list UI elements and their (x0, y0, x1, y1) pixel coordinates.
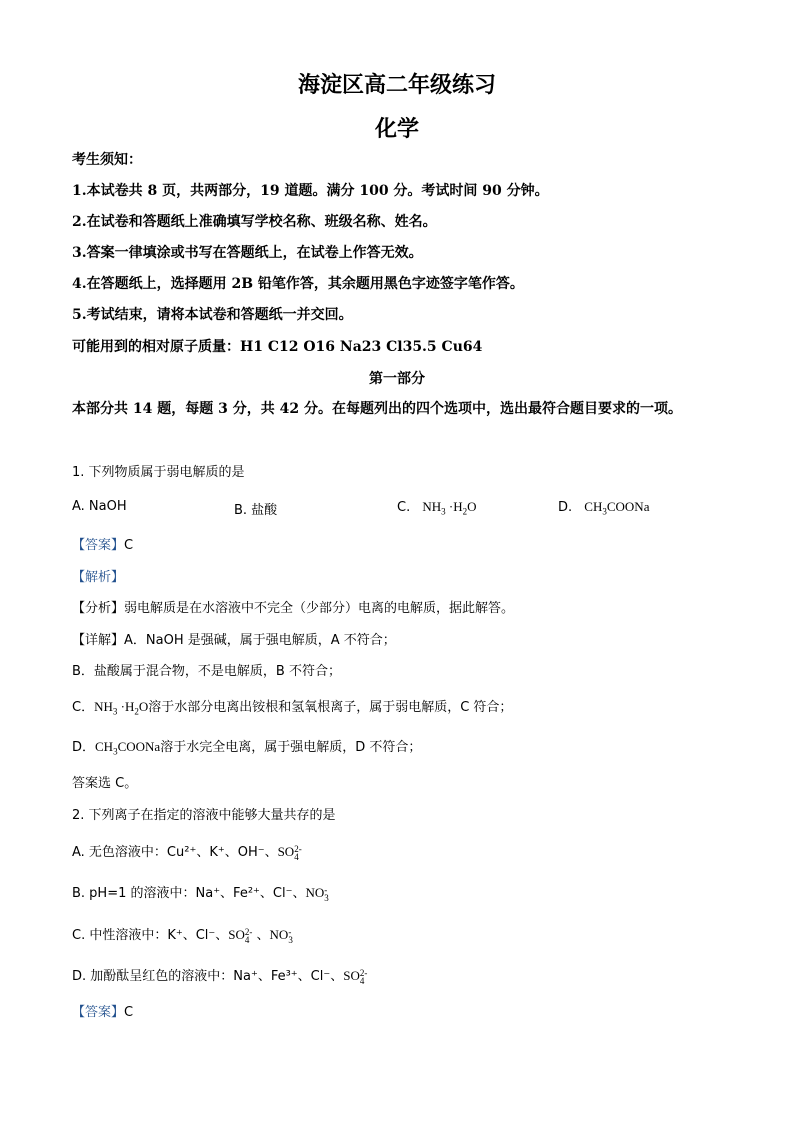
ion-charge: 2- (294, 844, 302, 855)
q1-option-c (397, 499, 477, 517)
q1-option-c-label: C. (397, 500, 411, 515)
formula-part: O (138, 699, 149, 714)
detail-c-label: C． (72, 700, 95, 715)
detail-d-text: 溶于水完全电离，属于强电解质，D 不符合； (160, 740, 422, 755)
notice-item-3: 3.答案一律填涂或书写在答题纸上，在试卷上作答无效。 (72, 245, 423, 261)
answer-tag: 【答案】 (72, 1005, 125, 1020)
fenxi-tag: 【分析】 (72, 601, 125, 616)
q2-a-text: A. 无色溶液中：Cu²⁺、K⁺、OH⁻、 (72, 845, 278, 860)
q1-detail-a (72, 630, 396, 651)
ion-charge: 2- (244, 927, 253, 938)
q1-option-d-label: D. (558, 500, 573, 515)
ion-subscript: 4 (294, 852, 299, 863)
part-title: 第一部分 (369, 371, 425, 387)
separator: 、 (252, 928, 270, 943)
q1-option-d (558, 499, 649, 517)
formula-part: ·H (445, 499, 463, 514)
ion-charge: - (324, 885, 328, 896)
q2-c-ion-1 (228, 927, 253, 946)
atomic-mass-line: 可能用到的相对原子质量：H1 C12 O16 Na23 Cl35.5 Cu64 (72, 339, 483, 355)
detail-tag: 【详解】 (72, 633, 125, 648)
detail-c-text: 溶于水部分电离出铵根和氢氧根离子，属于弱电解质，C 符合； (148, 700, 513, 715)
detail-a-text: A．NaOH 是强碱，属于强电解质，A 不符合； (124, 633, 396, 648)
q2-d-text: D. 加酚酞呈红色的溶液中：Na⁺、Fe³⁺、Cl⁻、 (72, 969, 344, 984)
q1-answer (72, 535, 133, 556)
formula-part: ·H (117, 699, 135, 714)
formula-part: COONa (606, 499, 650, 514)
subject-title: 化学 (374, 116, 419, 142)
notice-item-1: 1.本试卷共 8 页，共两部分，19 道题。满分 100 分。考试时间 90 分钟。 (72, 183, 549, 199)
q2-d-ion (343, 968, 368, 987)
detail-d-label: D． (72, 740, 96, 755)
ion-charge-stack (324, 886, 329, 902)
answer-value: C (124, 538, 134, 553)
analysis-tag: 【解析】 (72, 570, 125, 585)
q2-c-ion-2 (269, 927, 293, 946)
formula-subscript: 3 (441, 506, 446, 517)
formula-subscript: 3 (602, 506, 607, 517)
formula-part: O (467, 499, 477, 514)
ion-symbol: NO (305, 885, 325, 900)
notice-item-5: 5.考试结束，请将本试卷和答题纸一并交回。 (72, 307, 353, 323)
formula-part: NH (422, 499, 442, 514)
notice-item-2: 2.在试卷和答题纸上准确填写学校名称、班级名称、姓名。 (72, 214, 437, 230)
q1-option-c-formula (422, 499, 477, 517)
q1-fenxi (72, 598, 514, 619)
formula-part: CH (584, 499, 603, 514)
page-title: 海淀区高二年级练习 (297, 72, 496, 98)
q2-b-ion (305, 885, 329, 904)
detail-c-formula (94, 699, 149, 717)
formula-subscript: 3 (112, 706, 118, 717)
q2-option-b (72, 883, 329, 904)
formula-part: COONa (117, 739, 161, 754)
question-2-stem: 2. 下列离子在指定的溶液中能够大量共存的是 (72, 808, 336, 823)
formula-part: NH (94, 699, 113, 714)
ion-charge: - (288, 927, 292, 938)
answer-value: C (124, 1005, 134, 1020)
notice-item-4: 4.在答题纸上，选择题用 2B 铅笔作答，其余题用黑色字迹签字笔作答。 (72, 276, 524, 292)
q1-option-a: A. NaOH (72, 499, 127, 514)
formula-subscript: 2 (134, 706, 139, 717)
ion-charge-stack (288, 928, 293, 944)
notice-heading: 考生须知： (72, 152, 142, 168)
ion-symbol: SO (343, 968, 360, 983)
q1-conclusion: 答案选 C。 (72, 776, 138, 791)
q1-detail-b: B．盐酸属于混合物，不是电解质，B 不符合； (72, 664, 341, 679)
ion-subscript: 3 (288, 935, 293, 946)
question-1-stem: 1. 下列物质属于弱电解质的是 (72, 465, 245, 480)
q1-analysis-heading (72, 567, 124, 588)
q2-answer (72, 1002, 133, 1023)
ion-subscript: 4 (359, 976, 365, 987)
q1-option-b: B. 盐酸 (234, 503, 278, 518)
ion-charge: 2- (359, 968, 368, 979)
q1-detail-c (72, 697, 512, 722)
formula-subscript: 3 (113, 746, 118, 757)
fenxi-text: 弱电解质是在水溶液中不完全（少部分）电离的电解质，据此解答。 (124, 601, 515, 616)
ion-symbol: SO (277, 844, 295, 859)
q1-option-d-formula (584, 499, 650, 517)
ion-charge-stack (294, 845, 302, 861)
q2-a-ion (277, 844, 302, 863)
q2-option-c (72, 925, 293, 946)
part-instruction: 本部分共 14 题，每题 3 分，共 42 分。在每题列出的四个选项中，选出最符合题目要求的一项。 (72, 401, 682, 417)
ion-subscript: 3 (324, 893, 329, 904)
q2-option-a (72, 842, 302, 863)
q2-option-d (72, 966, 367, 987)
ion-symbol: SO (228, 927, 245, 942)
answer-tag: 【答案】 (72, 538, 125, 553)
q1-detail-d (72, 737, 421, 762)
formula-part: CH (95, 739, 114, 754)
ion-charge-stack (360, 969, 368, 985)
q2-c-text: C. 中性溶液中：K⁺、Cl⁻、 (72, 928, 229, 943)
q2-b-text: B. pH=1 的溶液中：Na⁺、Fe²⁺、Cl⁻、 (72, 886, 306, 901)
formula-subscript: 2 (462, 506, 468, 517)
ion-subscript: 4 (244, 935, 250, 946)
detail-d-formula (95, 739, 161, 757)
ion-symbol: NO (269, 927, 289, 942)
